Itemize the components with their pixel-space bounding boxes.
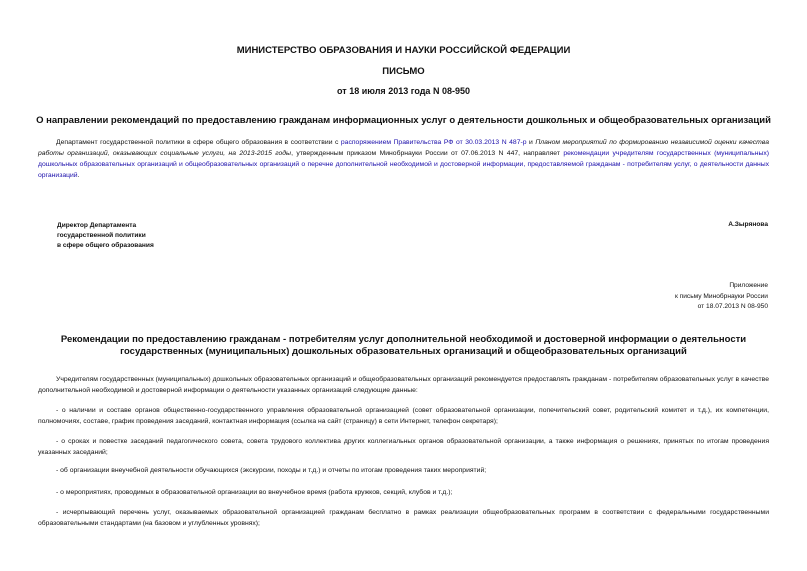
intro-text-3: , утвержденным приказом Минобрнауки России от 07.06.2013 N 447, направляет: [291, 150, 564, 157]
intro-paragraph: [38, 137, 769, 181]
plan-reference: Планом мероприятий по формированию независимой оценки качества работы организаций, оказывающих социальные услуги, на 2013-2015 годы: [38, 139, 769, 157]
list-item: - о мероприятиях, проводимых в образовательной организации во внеучебное время (работа кружков, секций, клубов и т.д.);: [56, 489, 453, 496]
recommendations-title: Рекомендации по предоставлению гражданам - потребителям услуг дополнительной необходимой и достоверной информации о деятельности государственных (муниципальных) дошкольных образовательных организаций и общеобразовательных организаций: [60, 334, 747, 357]
document-date-number: от 18 июля 2013 года N 08-950: [337, 86, 470, 96]
signer-line-3: в сфере общего образования: [57, 242, 154, 249]
intro-text-1: Департамент государственной политики в сфере общего образования в соответствии с: [56, 139, 341, 146]
signer-line-2: государственной политики: [57, 232, 146, 239]
appendix-line-2: к письму Минобрнауки России: [674, 292, 768, 300]
document-type: ПИСЬМО: [382, 66, 425, 77]
document-subject: О направлении рекомендаций по предоставлению гражданам информационных услуг о деятельности дошкольных и общеобразовательных организаций: [36, 115, 771, 126]
list-item: - об организации внеучебной деятельности обучающихся (экскурсии, походы и т.д.) и отчеты по итогам проведения таких мероприятий;: [56, 467, 487, 474]
recommendations-link[interactable]: рекомендации учредителям государственных (муниципальных) дошкольных образовательных организаций и общеобразовательных организаций о перечне дополнительной необходимой и достоверной информации, предоставляемой гражданам - потребителям услуг, о деятельности данных организаций: [38, 150, 770, 179]
list-item: - о наличии и составе органов общественно-государственного управления образовательной организацией (совет образовательной организации, попечительский совет, родительский комитет и т.д.), их компетенции, полномочиях, составе, график проведения заседаний, контактная информация (ссылка на сайт (страницу) в сети Интернет, телефон секретаря);: [38, 407, 769, 425]
signer-title: [57, 221, 154, 251]
signer-name: А.Зырянова: [728, 221, 768, 228]
signer-line-1: Директор Департамента: [57, 222, 137, 229]
government-order-link[interactable]: распоряжением Правительства РФ от 30.03.2013 N 487-р: [340, 139, 527, 146]
recommendations-intro: Учредителям государственных (муниципальных) дошкольных образовательных организаций и общеобразовательных организаций рекомендуется предоставлять гражданам - потребителям образовательных услуг в качестве дополнительной необходимой и достоверной информации о деятельности указанных организаций следующие данные:: [38, 376, 769, 394]
appendix-line-1: Приложение: [729, 282, 768, 289]
list-item: - исчерпывающий перечень услуг, оказываемых образовательной организацией гражданам бесплатно в рамках реализации общеобразовательных программ в соответствии с федеральными государственными образовательными стандартами (на базовом и углубленных уровнях);: [38, 509, 769, 527]
appendix-line-3: от 18.07.2013 N 08-950: [697, 303, 768, 310]
list-item: - о сроках и повестке заседаний педагогического совета, совета трудового коллектива других коллегиальных органов образовательной организации, а также информация о решениях, принятых по итогам проведения указанных заседаний;: [38, 438, 769, 456]
appendix-reference: [675, 281, 768, 313]
intro-text-2: и: [526, 139, 536, 146]
intro-text-4: .: [77, 172, 80, 179]
ministry-heading: МИНИСТЕРСТВО ОБРАЗОВАНИЯ И НАУКИ РОССИЙСКОЙ ФЕДЕРАЦИИ: [236, 45, 571, 56]
